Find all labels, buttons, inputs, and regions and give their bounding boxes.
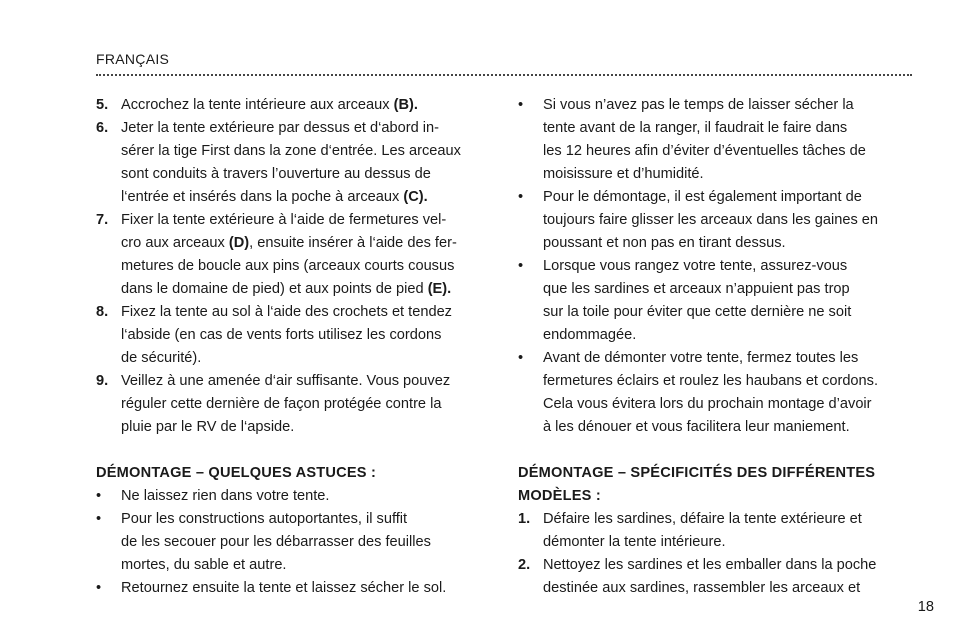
section-heading-models: DÉMONTAGE – SPÉCIFICITÉS DES DIFFÉRENTES MODÈLES : [518, 465, 876, 504]
bullet-marker: • [518, 189, 524, 205]
tip-text: mortes, du sable et autre. [121, 557, 287, 573]
step-text: Accrochez la tente intérieure aux arceaux [121, 97, 394, 113]
list-item [518, 255, 914, 347]
list-item [96, 508, 491, 577]
step-text: Fixez la tente au sol à l‘aide des crochets et tendez [121, 304, 452, 320]
step-text: sont conduits à travers l’ouverture au dessus de [121, 166, 431, 182]
step-text: Nettoyez les sardines et les emballer dans la poche [543, 557, 877, 573]
step-text: réguler cette dernière de façon protégée contre la [121, 396, 442, 412]
tip-text: fermetures éclairs et roulez les haubans et cordons. [543, 373, 879, 389]
step-text: Jeter la tente extérieure par dessus et d‘abord in- [121, 120, 439, 136]
step-number: 8. [96, 304, 109, 320]
bullet-marker: • [96, 488, 102, 504]
figure-ref: (E). [427, 281, 452, 297]
step-number: 2. [518, 557, 531, 573]
step-text: cro aux arceaux [121, 235, 229, 251]
left-column [96, 94, 491, 600]
tip-text: Pour le démontage, il est également important de [543, 189, 862, 205]
list-item [518, 347, 914, 439]
figure-ref: (B). [393, 97, 418, 113]
step-text: dans le domaine de pied) et aux points de pied [121, 281, 428, 297]
tip-text: Retournez ensuite la tente et laissez sécher le sol. [121, 580, 447, 596]
bullet-marker: • [518, 350, 524, 366]
step-text: sérer la tige First dans la zone d‘entrée. Les arceaux [121, 143, 461, 159]
list-item [96, 485, 491, 508]
tip-text: les 12 heures afin d’éviter d’éventuelles tâches de [543, 143, 866, 159]
tip-text: Avant de démonter votre tente, fermez toutes les [543, 350, 859, 366]
page-number: 18 [917, 599, 934, 615]
step-text: Fixer la tente extérieure à l‘aide de fermetures vel- [121, 212, 447, 228]
step-number: 5. [96, 97, 109, 113]
tip-text: Si vous n’avez pas le temps de laisser sécher la [543, 97, 854, 113]
list-item [96, 301, 491, 370]
figure-ref: (D) [228, 235, 250, 251]
language-header: FRANÇAIS [96, 51, 170, 67]
list-item [96, 209, 491, 301]
step-number: 1. [518, 511, 531, 527]
step-text: de sécurité). [121, 350, 202, 366]
tip-text: endommagée. [543, 327, 637, 343]
tip-text: sur la toile pour éviter que cette dernière ne soit [543, 304, 852, 320]
bullet-marker: • [96, 580, 102, 596]
tip-text: Pour les constructions autoportantes, il suffit [121, 511, 408, 527]
tip-text: moisissure et d’humidité. [543, 166, 704, 182]
step-text: destinée aux sardines, rassembler les arceaux et [543, 580, 861, 596]
step-text: Défaire les sardines, défaire la tente extérieure et [543, 511, 862, 527]
right-column [518, 94, 914, 600]
list-item [96, 370, 491, 439]
step-text: Veillez à une amenée d‘air suffisante. Vous pouvez [121, 373, 451, 389]
bullet-marker: • [96, 511, 102, 527]
list-item [518, 186, 914, 255]
tip-text: Lorsque vous rangez votre tente, assurez-vous [543, 258, 848, 274]
tip-text: poussant et non pas en tirant dessus. [543, 235, 786, 251]
tip-text: tente avant de la ranger, il faudrait le faire dans [543, 120, 848, 136]
step-text: l‘abside (en cas de vents forts utilisez les cordons [121, 327, 442, 343]
step-text: metures de boucle aux pins (arceaux courts cousus [121, 258, 455, 274]
tip-text: à les dénouer et vous facilitera leur maniement. [543, 419, 850, 435]
list-item [518, 508, 914, 554]
bullet-marker: • [518, 97, 524, 113]
dotted-divider [96, 74, 912, 76]
tip-text: Cela vous évitera lors du prochain montage d’avoir [543, 396, 872, 412]
section-heading-tips: DÉMONTAGE – QUELQUES ASTUCES : [96, 465, 377, 481]
list-item [518, 554, 914, 600]
tip-text: toujours faire glisser les arceaux dans les gaines en [543, 212, 879, 228]
tip-text: que les sardines et arceaux n’appuient pas trop [543, 281, 850, 297]
list-item [96, 117, 491, 209]
step-text: l‘entrée et insérés dans la poche à arceaux [121, 189, 404, 205]
step-text: , ensuite insérer à l‘aide des fer- [249, 235, 457, 251]
bullet-marker: • [518, 258, 524, 274]
list-item [518, 94, 914, 186]
list-item [96, 577, 491, 600]
step-number: 6. [96, 120, 109, 136]
step-text: pluie par le RV de l‘apside. [121, 419, 295, 435]
figure-ref: (C). [403, 189, 428, 205]
step-number: 7. [96, 212, 109, 228]
step-number: 9. [96, 373, 109, 389]
tip-text: de les secouer pour les débarrasser des feuilles [121, 534, 431, 550]
list-item [96, 94, 491, 117]
tip-text: Ne laissez rien dans votre tente. [121, 488, 330, 504]
step-text: démonter la tente intérieure. [543, 534, 726, 550]
